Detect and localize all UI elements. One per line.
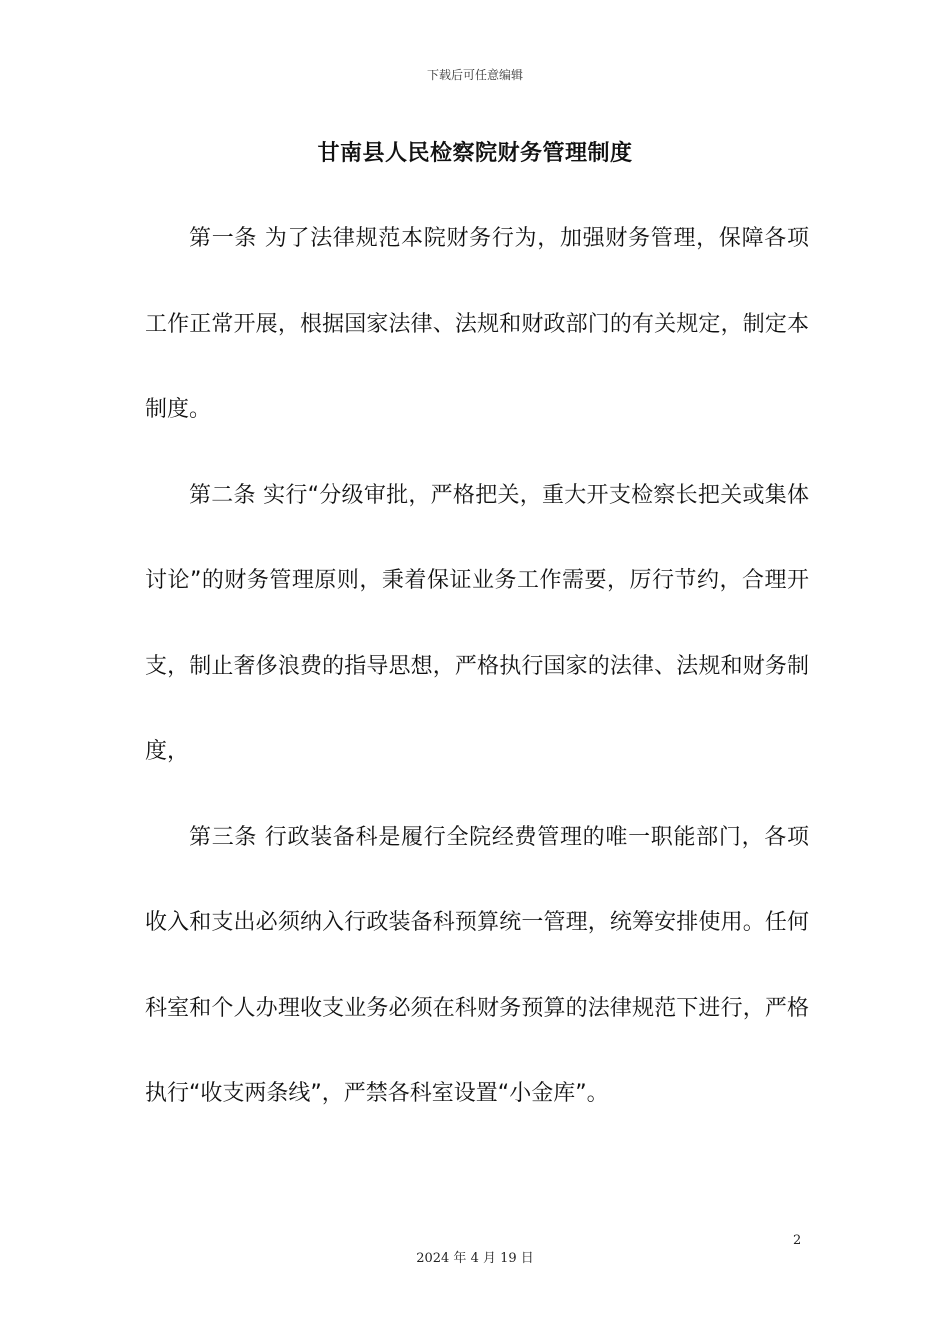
paragraph-article-3: 第三条 行政装备科是履行全院经费管理的唯一职能部门，各项收入和支出必须纳入行政装备科预算统一管理，统筹安排使用。任何科室和个人办理收支业务必须在科财务预算的法律规范下进行，严格执行“收支两条线”，严禁各科室设置“小金库”。 (145, 824, 809, 1106)
page-number: 2 (793, 1233, 802, 1248)
paragraph-article-1: 第一条 为了法律规范本院财务行为，加强财务管理，保障各项工作正常开展，根据国家法律、法规和财政部门的有关规定，制定本制度。 (145, 226, 809, 422)
footer-date: 2024 年 4 月 19 日 (416, 1251, 534, 1266)
document-title: 甘南县人民检察院财务管理制度 (317, 141, 633, 166)
paragraph-article-2: 第二条 实行“分级审批，严格把关，重大开支检察长把关或集体讨论”的财务管理原则，秉着保证业务工作需要，厉行节约，合理开支，制止奢侈浪费的指导思想，严格执行国家的法律、法规和财务制度， (145, 482, 809, 764)
header-note: 下载后可任意编辑 (426, 68, 523, 82)
document-body (145, 196, 809, 1137)
